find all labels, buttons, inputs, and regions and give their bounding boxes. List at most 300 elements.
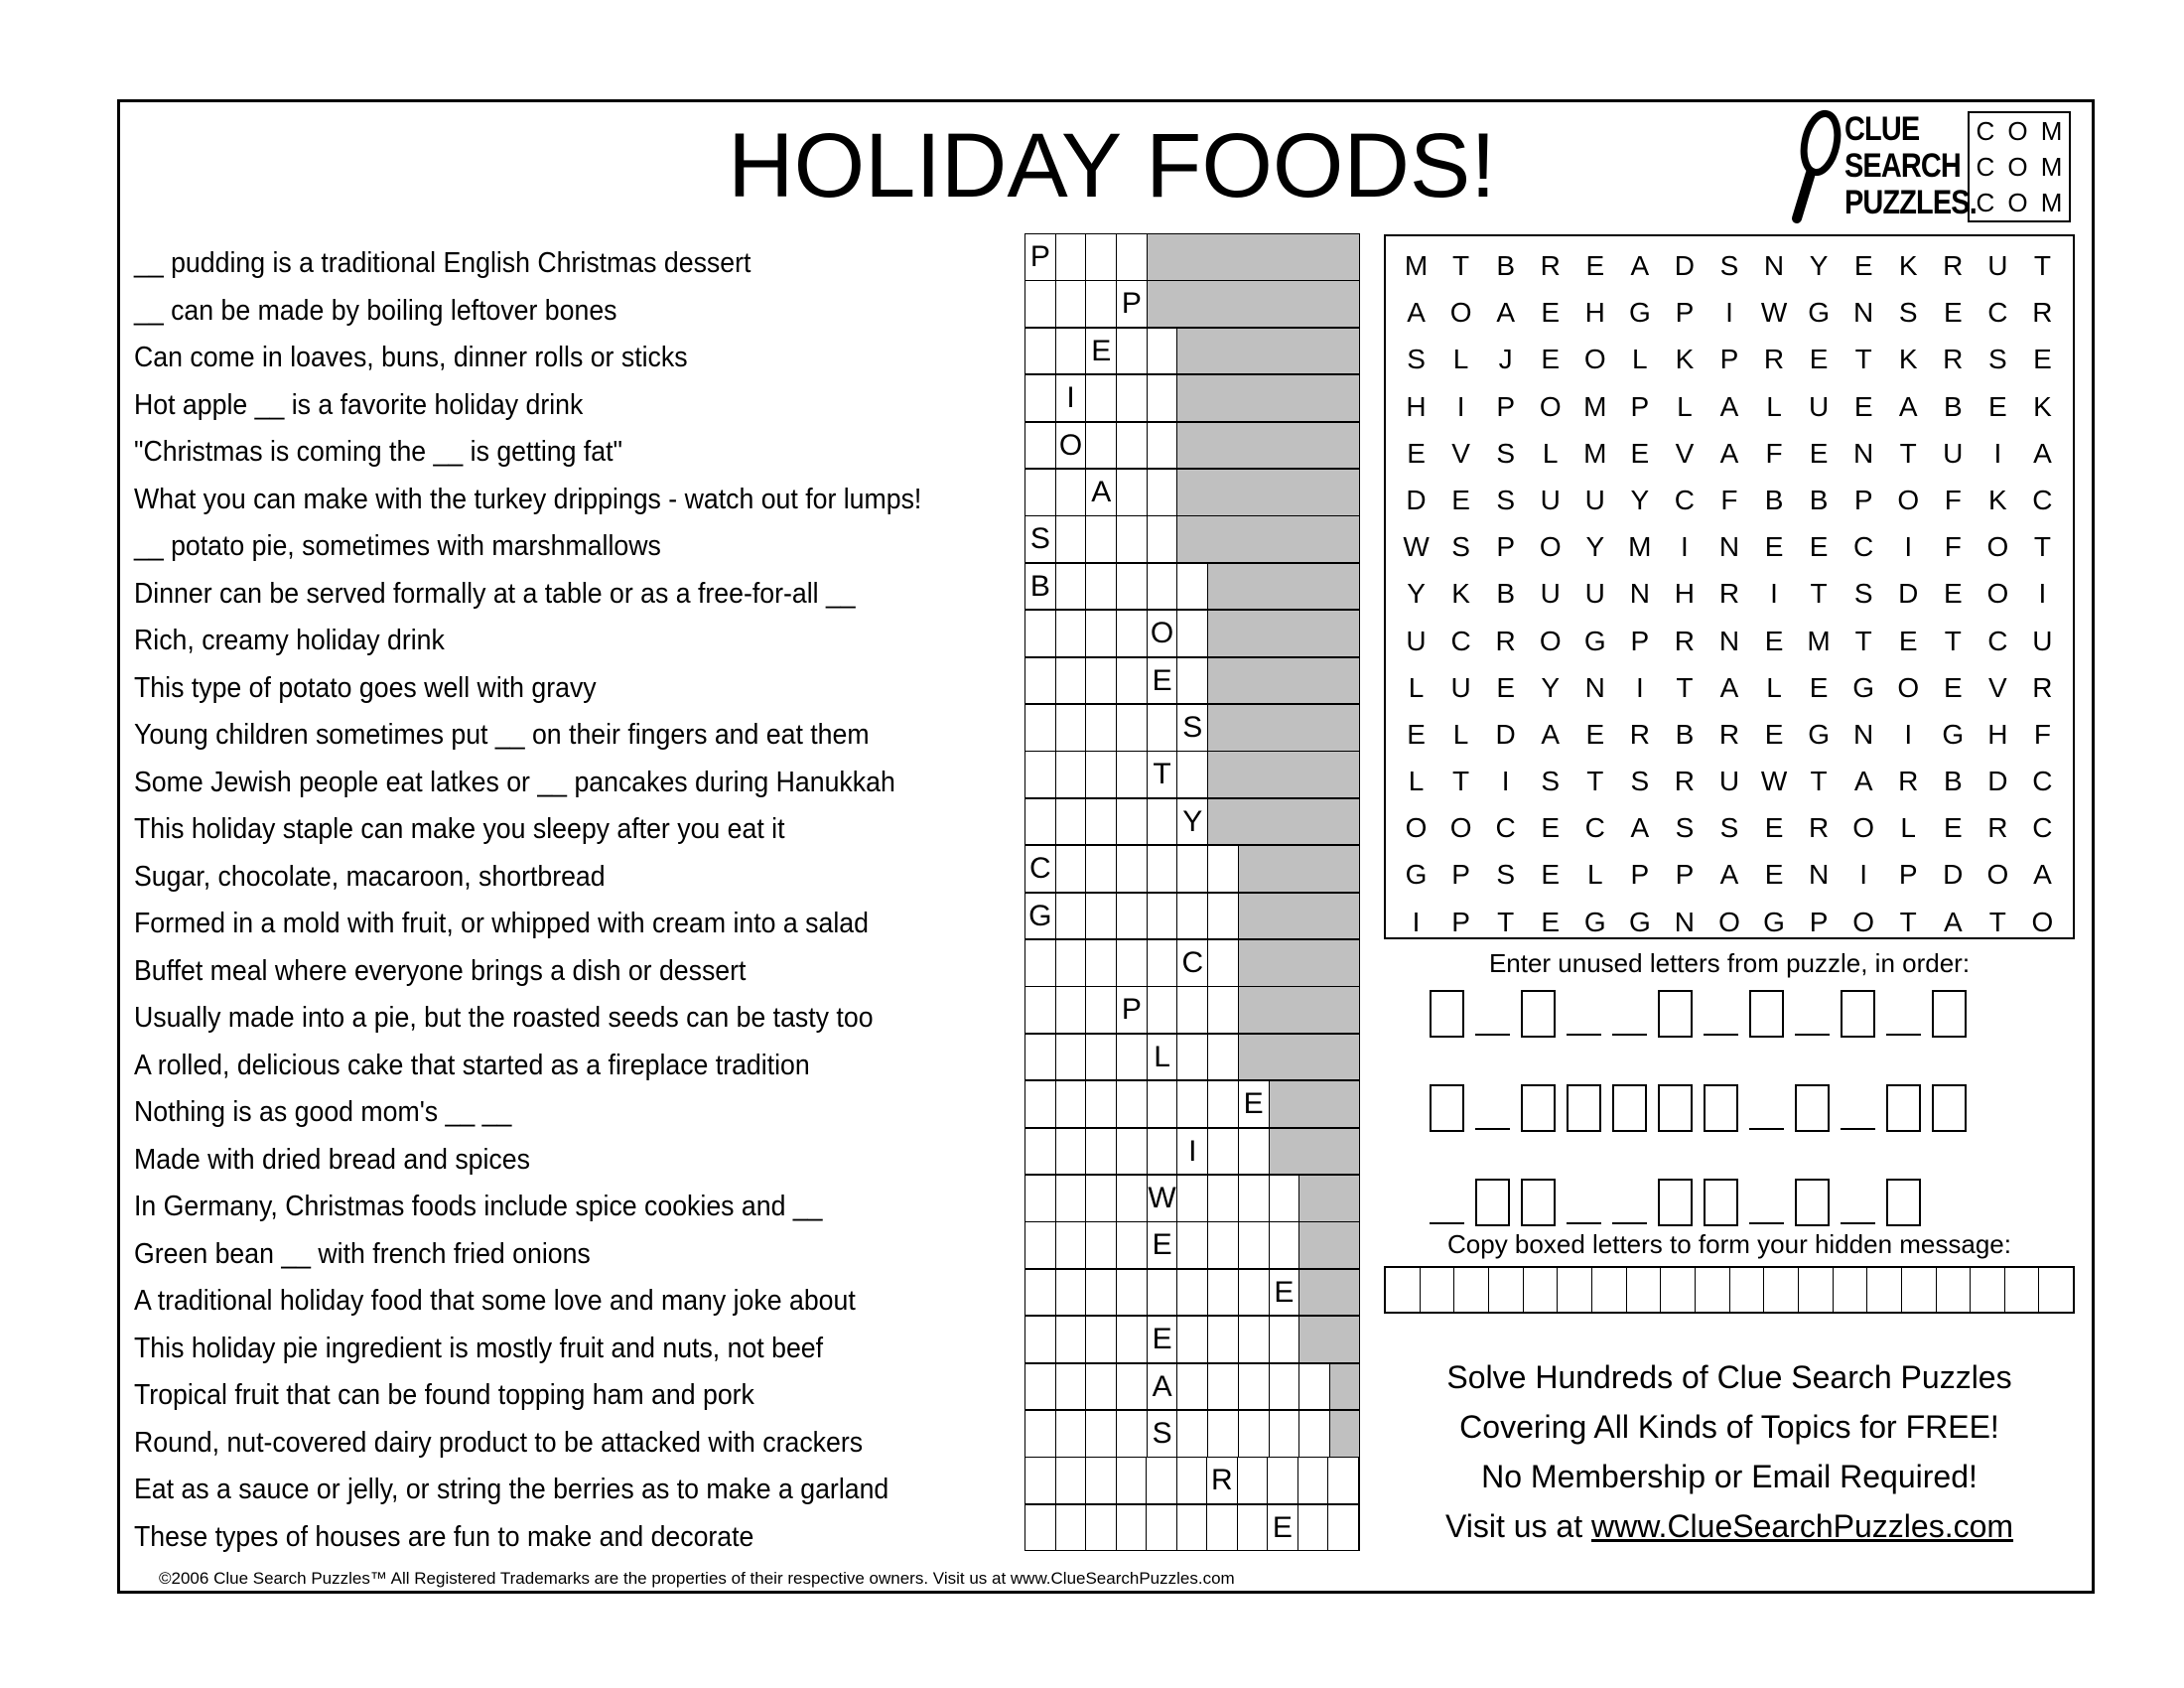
word-search-letter[interactable]: L [1766, 671, 1782, 703]
word-search-letter[interactable]: G [1942, 718, 1965, 750]
word-search-letter[interactable]: E [1541, 344, 1561, 375]
answer-cell[interactable]: C [1177, 940, 1208, 986]
answer-cell[interactable] [1056, 1176, 1087, 1221]
answer-cell[interactable] [1239, 1364, 1270, 1410]
word-search-letter[interactable]: E [1809, 671, 1829, 703]
answer-cell[interactable] [1117, 375, 1148, 421]
answer-cell[interactable] [1025, 329, 1056, 374]
word-search-letter[interactable]: W [1403, 531, 1430, 563]
answer-cell[interactable]: I [1056, 375, 1087, 421]
answer-cell[interactable] [1056, 611, 1087, 656]
word-search-letter[interactable]: A [2033, 859, 2052, 891]
answer-cell[interactable] [1270, 1317, 1300, 1362]
word-search-letter[interactable]: P [1675, 859, 1695, 891]
word-search-letter[interactable]: U [1808, 390, 1830, 422]
answer-cell[interactable] [1025, 1081, 1056, 1127]
answer-cell[interactable]: E [1148, 658, 1178, 704]
word-search-letter[interactable]: E [1853, 250, 1873, 281]
word-search-letter[interactable]: E [1764, 812, 1784, 844]
answer-cell[interactable]: E [1270, 1270, 1300, 1316]
word-search-letter[interactable]: L [1408, 671, 1425, 703]
word-search-letter[interactable]: E [1764, 625, 1784, 656]
word-search-letter[interactable]: B [1496, 578, 1515, 610]
answer-cell[interactable] [1056, 281, 1087, 327]
letter-box[interactable] [1841, 990, 1875, 1038]
boxed-letter-cell[interactable] [1627, 1268, 1662, 1312]
answer-cell[interactable] [1208, 894, 1239, 939]
word-search-letter[interactable]: D [1987, 766, 2008, 797]
answer-cell[interactable] [1117, 1411, 1148, 1457]
answer-cell[interactable] [1025, 705, 1056, 751]
word-search-letter[interactable]: Y [1541, 671, 1561, 703]
word-search-letter[interactable]: G [1808, 297, 1830, 329]
answer-cell[interactable] [1117, 1458, 1148, 1503]
word-search-letter[interactable]: E [1407, 718, 1426, 750]
word-search-letter[interactable]: E [1809, 344, 1829, 375]
word-search-letter[interactable]: O [1986, 859, 2009, 891]
answer-cell[interactable]: Y [1177, 799, 1208, 845]
answer-cell[interactable] [1177, 1411, 1208, 1457]
word-search-letter[interactable]: T [1810, 578, 1828, 610]
word-search-letter[interactable]: S [1541, 766, 1561, 797]
answer-cell[interactable] [1299, 1364, 1330, 1410]
word-search-letter[interactable]: C [2032, 484, 2053, 515]
answer-cell[interactable] [1056, 516, 1087, 562]
word-search-letter[interactable]: A [1943, 906, 1963, 937]
word-search-letter[interactable]: O [1897, 671, 1920, 703]
answer-cell[interactable]: A [1086, 470, 1117, 515]
answer-cell[interactable]: I [1177, 1129, 1208, 1175]
word-search-letter[interactable]: A [1407, 297, 1426, 329]
word-search-letter[interactable]: R [1674, 766, 1696, 797]
answer-cell[interactable] [1025, 752, 1056, 797]
word-search-letter[interactable]: E [1809, 531, 1829, 563]
boxed-letter-cell[interactable] [2005, 1268, 2040, 1312]
answer-cell[interactable] [1117, 1129, 1148, 1175]
word-search-letter[interactable]: N [1853, 437, 1874, 469]
answer-cell[interactable] [1270, 1176, 1300, 1221]
word-search-letter[interactable]: O [1897, 484, 1920, 515]
word-search-letter[interactable]: T [1497, 906, 1515, 937]
word-search-letter[interactable]: S [1496, 484, 1515, 515]
word-search-letter[interactable]: B [1943, 390, 1963, 422]
word-search-letter[interactable]: M [1628, 531, 1652, 563]
answer-cell[interactable] [1208, 940, 1239, 986]
word-search-letter[interactable]: C [1584, 812, 1605, 844]
word-search-letter[interactable]: W [1760, 766, 1788, 797]
word-search-letter[interactable]: S [1630, 766, 1650, 797]
letter-blank[interactable] [1795, 1034, 1830, 1036]
word-search-letter[interactable]: F [1944, 484, 1962, 515]
answer-cell[interactable] [1147, 1458, 1177, 1503]
answer-cell[interactable] [1086, 1270, 1117, 1316]
word-search-letter[interactable]: U [1943, 437, 1964, 469]
answer-cell[interactable] [1177, 658, 1208, 704]
word-search-letter[interactable]: E [1541, 859, 1561, 891]
answer-cell[interactable] [1056, 1129, 1087, 1175]
word-search-letter[interactable]: E [2033, 344, 2052, 375]
word-search-letter[interactable]: T [1676, 671, 1694, 703]
answer-cell[interactable] [1239, 1129, 1270, 1175]
answer-cell[interactable] [1025, 1458, 1056, 1503]
word-search-letter[interactable]: D [1674, 250, 1696, 281]
word-search-letter[interactable]: P [1496, 531, 1515, 563]
answer-cell[interactable] [1086, 940, 1117, 986]
word-search-letter[interactable]: P [1809, 906, 1829, 937]
answer-cell[interactable] [1117, 940, 1148, 986]
answer-cell[interactable] [1086, 658, 1117, 704]
word-search-letter[interactable]: U [1540, 578, 1561, 610]
answer-cell[interactable] [1148, 470, 1178, 515]
answer-cell[interactable] [1208, 1270, 1239, 1316]
word-search-letter[interactable]: E [1585, 718, 1605, 750]
answer-cell[interactable] [1056, 1364, 1087, 1410]
answer-cell[interactable] [1239, 1317, 1270, 1362]
answer-cell[interactable] [1056, 705, 1087, 751]
answer-cell[interactable] [1117, 1317, 1148, 1362]
answer-cell[interactable] [1025, 1035, 1056, 1080]
answer-cell[interactable] [1086, 1222, 1117, 1268]
word-search-letter[interactable]: H [1987, 718, 2008, 750]
answer-cell[interactable] [1177, 1505, 1208, 1551]
answer-cell[interactable] [1298, 1458, 1329, 1503]
word-search-letter[interactable]: L [1452, 718, 1469, 750]
word-search-letter[interactable]: N [1808, 859, 1830, 891]
answer-cell[interactable] [1208, 1222, 1239, 1268]
word-search-letter[interactable]: M [1807, 625, 1831, 656]
answer-cell[interactable] [1177, 752, 1208, 797]
answer-cell[interactable]: E [1148, 1317, 1178, 1362]
answer-cell[interactable]: E [1268, 1505, 1298, 1551]
answer-cell[interactable] [1177, 1458, 1208, 1503]
word-search-letter[interactable]: E [1451, 484, 1470, 515]
word-search-letter[interactable]: R [1763, 344, 1785, 375]
word-search-letter[interactable]: B [1809, 484, 1829, 515]
answer-cell[interactable] [1270, 1411, 1300, 1457]
answer-cell[interactable] [1025, 375, 1056, 421]
word-search-letter[interactable]: A [1719, 437, 1739, 469]
answer-cell[interactable] [1056, 1035, 1087, 1080]
word-search-letter[interactable]: G [1405, 859, 1428, 891]
answer-cell[interactable] [1117, 1081, 1148, 1127]
answer-cell[interactable] [1056, 329, 1087, 374]
boxed-letter-cell[interactable] [1971, 1268, 2005, 1312]
answer-cell[interactable] [1177, 846, 1208, 892]
word-search-letter[interactable]: E [1764, 859, 1784, 891]
word-search-letter[interactable]: P [1451, 859, 1470, 891]
answer-cell[interactable] [1117, 846, 1148, 892]
word-search-letter[interactable]: S [1407, 344, 1426, 375]
word-search-letter[interactable]: L [1900, 812, 1916, 844]
answer-cell[interactable] [1086, 564, 1117, 610]
answer-cell[interactable] [1025, 799, 1056, 845]
word-search-letter[interactable]: S [1451, 531, 1470, 563]
word-search-letter[interactable]: T [1944, 625, 1962, 656]
answer-cell[interactable] [1086, 1364, 1117, 1410]
answer-cell[interactable]: P [1117, 987, 1148, 1033]
answer-cell[interactable] [1086, 1129, 1117, 1175]
answer-cell[interactable] [1148, 564, 1178, 610]
answer-cell[interactable] [1056, 987, 1087, 1033]
word-search-letter[interactable]: E [1898, 625, 1918, 656]
word-search-letter[interactable]: O [1449, 812, 1472, 844]
word-search-letter[interactable]: H [1406, 390, 1427, 422]
answer-cell[interactable]: T [1148, 752, 1178, 797]
letter-blank[interactable] [1612, 1034, 1647, 1036]
word-search-letter[interactable]: K [1898, 250, 1918, 281]
word-search-letter[interactable]: N [1718, 531, 1740, 563]
word-search-letter[interactable]: B [1943, 766, 1963, 797]
answer-cell[interactable] [1177, 1035, 1208, 1080]
word-search-letter[interactable]: C [2032, 812, 2053, 844]
word-search-letter[interactable]: E [1541, 906, 1561, 937]
answer-cell[interactable] [1299, 1411, 1330, 1457]
word-search-letter[interactable]: G [1763, 906, 1785, 937]
answer-cell[interactable] [1086, 1176, 1117, 1221]
answer-cell[interactable] [1086, 611, 1117, 656]
answer-cell[interactable] [1056, 1270, 1087, 1316]
word-search-letter[interactable]: B [1764, 484, 1784, 515]
answer-cell[interactable] [1025, 1129, 1056, 1175]
word-search-letter[interactable]: P [1719, 344, 1739, 375]
word-search-letter[interactable]: U [1987, 250, 2008, 281]
word-search-letter[interactable]: H [1674, 578, 1696, 610]
word-search-letter[interactable]: D [1898, 578, 1919, 610]
word-search-letter[interactable]: A [2033, 437, 2052, 469]
answer-cell[interactable] [1056, 658, 1087, 704]
word-search-letter[interactable]: C [2032, 766, 2053, 797]
word-search-letter[interactable]: B [1675, 718, 1695, 750]
answer-cell[interactable] [1056, 940, 1087, 986]
word-search-letter[interactable]: I [1681, 531, 1689, 563]
letter-blank[interactable] [1886, 1034, 1921, 1036]
answer-cell[interactable] [1025, 1505, 1056, 1551]
boxed-letter-cell[interactable] [1730, 1268, 1765, 1312]
answer-cell[interactable] [1086, 799, 1117, 845]
boxed-letter-cell[interactable] [1696, 1268, 1730, 1312]
answer-cell[interactable]: P [1117, 281, 1148, 327]
answer-cell[interactable] [1177, 1364, 1208, 1410]
word-search-letter[interactable]: K [1898, 344, 1918, 375]
letter-box[interactable] [1521, 1179, 1556, 1226]
answer-cell[interactable] [1086, 705, 1117, 751]
boxed-letter-cell[interactable] [1764, 1268, 1799, 1312]
answer-cell[interactable] [1148, 1129, 1178, 1175]
word-search-letter[interactable]: R [1674, 625, 1696, 656]
answer-cell[interactable] [1086, 846, 1117, 892]
letter-box[interactable] [1795, 1084, 1830, 1132]
word-search-letter[interactable]: N [1718, 625, 1740, 656]
answer-cell[interactable] [1117, 329, 1148, 374]
boxed-letter-cell[interactable] [1661, 1268, 1696, 1312]
letter-box[interactable] [1521, 990, 1556, 1038]
answer-cell[interactable] [1086, 516, 1117, 562]
letter-blank[interactable] [1841, 1222, 1875, 1224]
answer-cell[interactable] [1117, 894, 1148, 939]
answer-cell[interactable] [1086, 1458, 1117, 1503]
answer-cell[interactable] [1298, 1505, 1329, 1551]
answer-cell[interactable]: R [1207, 1458, 1238, 1503]
answer-cell[interactable] [1056, 894, 1087, 939]
word-search-letter[interactable]: H [1584, 297, 1605, 329]
answer-cell[interactable] [1117, 1222, 1148, 1268]
answer-cell[interactable] [1056, 1411, 1087, 1457]
word-search-letter[interactable]: A [1898, 390, 1918, 422]
letter-box[interactable] [1430, 990, 1464, 1038]
word-search-letter[interactable]: S [1719, 812, 1739, 844]
answer-cell[interactable] [1147, 1505, 1177, 1551]
boxed-letter-cell[interactable] [1489, 1268, 1524, 1312]
answer-cell[interactable] [1117, 799, 1148, 845]
word-search-letter[interactable]: O [1852, 812, 1875, 844]
answer-cell[interactable] [1328, 1505, 1359, 1551]
word-search-letter[interactable]: T [1452, 766, 1470, 797]
word-search-letter[interactable]: A [1853, 766, 1873, 797]
answer-cell[interactable] [1208, 1317, 1239, 1362]
word-search-letter[interactable]: P [1630, 390, 1650, 422]
answer-cell[interactable] [1086, 1505, 1117, 1551]
word-search-letter[interactable]: R [1943, 344, 1964, 375]
word-search-letter[interactable]: B [1496, 250, 1515, 281]
word-search-letter[interactable]: E [1809, 437, 1829, 469]
answer-cell[interactable] [1177, 987, 1208, 1033]
letter-blank[interactable] [1475, 1034, 1510, 1036]
letter-blank[interactable] [1567, 1222, 1601, 1224]
word-search-letter[interactable]: G [1583, 906, 1606, 937]
answer-cell[interactable] [1177, 894, 1208, 939]
answer-cell[interactable] [1117, 611, 1148, 656]
word-search-letter[interactable]: D [1943, 859, 1964, 891]
answer-cell[interactable] [1270, 1222, 1300, 1268]
word-search-letter[interactable]: C [1450, 625, 1471, 656]
answer-cell[interactable]: L [1148, 1035, 1178, 1080]
boxed-letter-cell[interactable] [1524, 1268, 1559, 1312]
word-search-letter[interactable]: P [1898, 859, 1918, 891]
answer-cell[interactable] [1056, 752, 1087, 797]
word-search-letter[interactable]: I [1993, 437, 2002, 469]
word-search-letter[interactable]: R [1898, 766, 1919, 797]
answer-cell[interactable] [1208, 1364, 1239, 1410]
answer-cell[interactable] [1086, 423, 1117, 469]
answer-cell[interactable] [1117, 752, 1148, 797]
answer-cell[interactable] [1117, 1035, 1148, 1080]
word-search-letter[interactable]: R [2032, 671, 2053, 703]
answer-cell[interactable]: O [1148, 611, 1178, 656]
word-search-letter[interactable]: L [1586, 859, 1603, 891]
word-search-letter[interactable]: R [1540, 250, 1561, 281]
answer-cell[interactable] [1056, 1458, 1087, 1503]
word-search-letter[interactable]: L [1408, 766, 1425, 797]
word-search-letter[interactable]: V [1451, 437, 1470, 469]
answer-cell[interactable] [1238, 1505, 1269, 1551]
word-search-letter[interactable]: I [1770, 578, 1778, 610]
word-search-letter[interactable]: L [1766, 390, 1782, 422]
answer-cell[interactable] [1148, 799, 1178, 845]
word-search-letter[interactable]: I [1859, 859, 1868, 891]
word-search-letter[interactable]: E [1407, 437, 1426, 469]
answer-cell[interactable] [1208, 987, 1239, 1033]
answer-cell[interactable] [1117, 423, 1148, 469]
answer-cell[interactable] [1025, 470, 1056, 515]
answer-cell[interactable] [1025, 658, 1056, 704]
word-search-letter[interactable]: T [1452, 250, 1470, 281]
boxed-letter-cell[interactable] [2039, 1268, 2073, 1312]
letter-box[interactable] [1567, 1084, 1601, 1132]
answer-cell[interactable] [1056, 1317, 1087, 1362]
word-search-letter[interactable]: U [1584, 578, 1605, 610]
word-search-letter[interactable]: Y [1407, 578, 1426, 610]
word-search-letter[interactable]: K [1988, 484, 2007, 515]
answer-cell[interactable] [1177, 564, 1208, 610]
boxed-letter-cell[interactable] [1799, 1268, 1834, 1312]
word-search-letter[interactable]: N [1853, 718, 1874, 750]
answer-cell[interactable] [1086, 281, 1117, 327]
answer-cell[interactable] [1025, 1270, 1056, 1316]
word-search-letter[interactable]: E [1496, 671, 1515, 703]
word-search-letter[interactable]: A [1541, 718, 1561, 750]
word-search-letter[interactable]: R [1629, 718, 1650, 750]
word-search-letter[interactable]: P [1675, 297, 1695, 329]
word-search-letter[interactable]: S [1898, 297, 1918, 329]
word-search-letter[interactable]: Y [1630, 484, 1650, 515]
answer-cell[interactable] [1117, 1364, 1148, 1410]
answer-cell[interactable] [1148, 846, 1178, 892]
word-search-letter[interactable]: C [1674, 484, 1696, 515]
word-search-letter[interactable]: E [1943, 578, 1963, 610]
answer-cell[interactable] [1208, 1081, 1239, 1127]
boxed-letter-cell[interactable] [1592, 1268, 1627, 1312]
word-search-letter[interactable]: E [1585, 250, 1605, 281]
answer-cell[interactable] [1148, 705, 1178, 751]
word-search-letter[interactable]: S [1675, 812, 1695, 844]
word-search-letter[interactable]: I [1501, 766, 1510, 797]
word-search-letter[interactable]: K [2033, 390, 2052, 422]
word-search-letter[interactable]: E [1853, 390, 1873, 422]
answer-cell[interactable] [1086, 1081, 1117, 1127]
word-search-letter[interactable]: R [1718, 578, 1740, 610]
word-search-letter[interactable]: L [1677, 390, 1693, 422]
answer-cell[interactable]: A [1148, 1364, 1178, 1410]
word-search-letter[interactable]: V [1988, 671, 2007, 703]
word-search-letter[interactable]: O [1405, 812, 1428, 844]
word-search-letter[interactable]: U [1450, 671, 1471, 703]
answer-cell[interactable] [1208, 1129, 1239, 1175]
letter-blank[interactable] [1841, 1128, 1875, 1130]
word-search-letter[interactable]: R [1495, 625, 1516, 656]
word-search-letter[interactable]: Y [1585, 531, 1605, 563]
answer-cell[interactable] [1025, 1317, 1056, 1362]
word-search-letter[interactable]: C [1495, 812, 1516, 844]
word-search-letter[interactable]: T [2033, 531, 2051, 563]
answer-cell[interactable] [1148, 894, 1178, 939]
boxed-letter-cell[interactable] [1454, 1268, 1489, 1312]
word-search-letter[interactable]: O [1583, 344, 1606, 375]
answer-cell[interactable] [1208, 1035, 1239, 1080]
answer-cell[interactable] [1177, 611, 1208, 656]
answer-cell[interactable]: E [1148, 1222, 1178, 1268]
word-search-letter[interactable]: E [1541, 297, 1561, 329]
answer-cell[interactable] [1086, 234, 1117, 280]
answer-cell[interactable] [1025, 1364, 1056, 1410]
letter-blank[interactable] [1567, 1034, 1601, 1036]
answer-cell[interactable] [1239, 1270, 1270, 1316]
word-search-letter[interactable]: D [1406, 484, 1427, 515]
word-search-letter[interactable]: C [1987, 625, 2008, 656]
word-search-letter[interactable]: E [1943, 812, 1963, 844]
word-search-letter[interactable]: C [1987, 297, 2008, 329]
answer-cell[interactable] [1086, 987, 1117, 1033]
letter-blank[interactable] [1704, 1034, 1738, 1036]
